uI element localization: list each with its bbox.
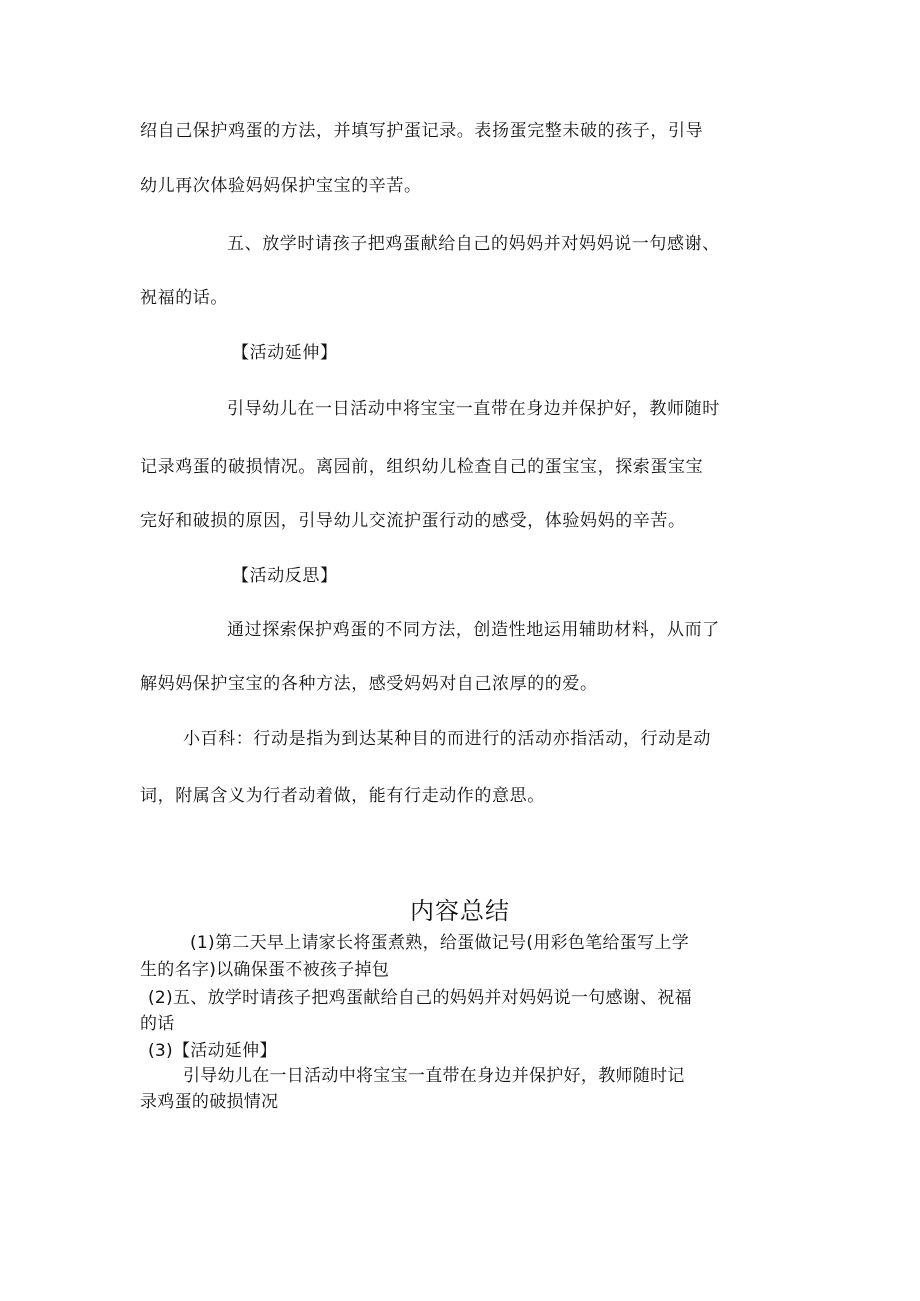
paragraph-1-line-2: 幼儿再次体验妈妈保护宝宝的辛苦。 (140, 176, 422, 196)
paragraph-2-line-2: 祝福的话。 (140, 288, 228, 308)
summary-item-3-line-2: 引导幼儿在一日活动中将宝宝一直带在身边并保护好，教师随时记 (183, 1066, 685, 1086)
paragraph-3-line-2: 记录鸡蛋的破损情况。离园前，组织幼儿检查自己的蛋宝宝，探索蛋宝宝 (140, 457, 704, 477)
paragraph-1-line-1: 绍自己保护鸡蛋的方法，并填写护蛋记录。表扬蛋完整未破的孩子，引导 (140, 121, 704, 141)
summary-item-3-line-3: 录鸡蛋的破损情况 (140, 1092, 279, 1112)
summary-item-1-line-1: (1)第二天早上请家长将蛋煮熟，给蛋做记号(用彩色笔给蛋写上学 (190, 933, 690, 953)
paragraph-4-line-2: 解妈妈保护宝宝的各种方法，感受妈妈对自己浓厚的的爱。 (140, 674, 598, 694)
paragraph-4-line-1: 通过探索保护鸡蛋的不同方法，创造性地运用辅助材料，从而了 (227, 620, 720, 640)
summary-item-2-line-1: (2)五、放学时请孩子把鸡蛋献给自己的妈妈并对妈妈说一句感谢、祝福 (148, 988, 692, 1008)
summary-item-3-line-1: (3)【活动延伸】 (148, 1041, 277, 1061)
paragraph-2-line-1: 五、放学时请孩子把鸡蛋献给自己的妈妈并对妈妈说一句感谢、 (227, 234, 720, 254)
summary-item-1-line-2: 生的名字)以确保蛋不被孩子掉包 (140, 960, 390, 980)
paragraph-3-line-3: 完好和破损的原因，引导幼儿交流护蛋行动的感受，体验妈妈的辛苦。 (140, 511, 686, 531)
heading-activity-extension: 【活动延伸】 (232, 343, 338, 363)
summary-item-2-line-2: 的话 (140, 1014, 175, 1034)
paragraph-5-line-2: 词，附属含义为行者动着做，能有行走动作的意思。 (140, 786, 545, 806)
paragraph-5-line-1: 小百科：行动是指为到达某种目的而进行的活动亦指活动，行动是动 (183, 729, 711, 749)
summary-title: 内容总结 (410, 897, 510, 925)
paragraph-3-line-1: 引导幼儿在一日活动中将宝宝一直带在身边并保护好，教师随时 (227, 399, 720, 419)
heading-activity-reflection: 【活动反思】 (232, 566, 338, 586)
